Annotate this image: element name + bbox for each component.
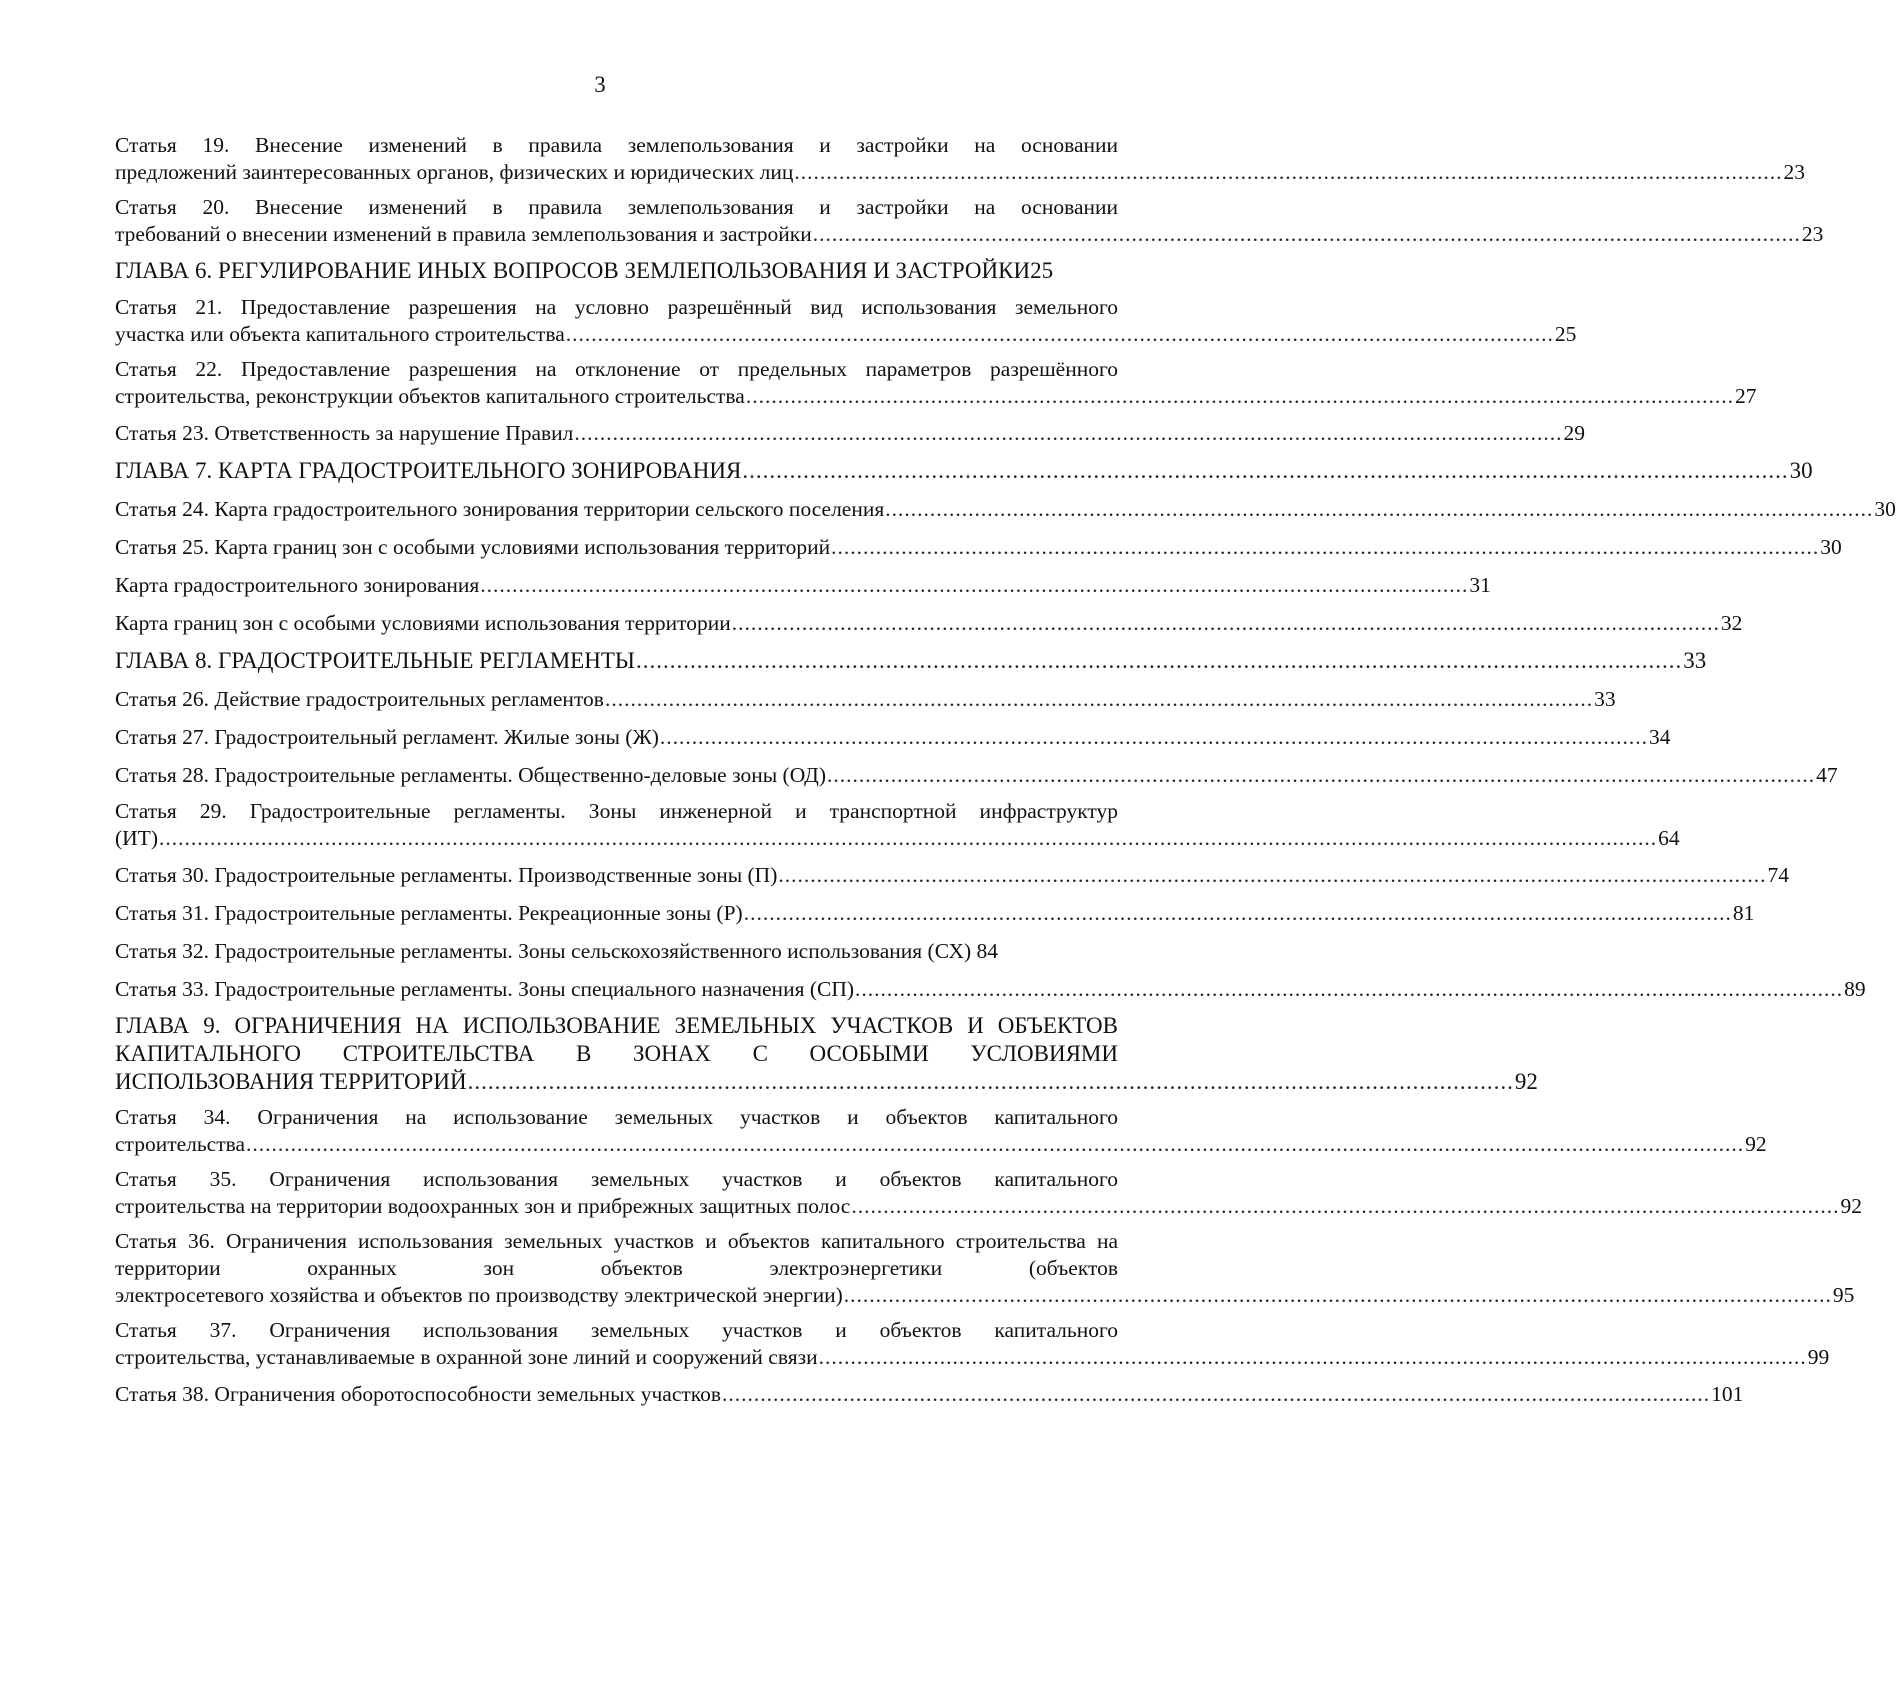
leader-dots: ........................................................................................................................................................................................................................................... <box>246 1132 1745 1156</box>
toc-entry-text: ГЛАВА 6. РЕГУЛИРОВАНИЕ ИНЫХ ВОПРОСОВ ЗЕМЛЕПОЛЬЗОВАНИЯ И ЗАСТРОЙКИ <box>115 258 1031 283</box>
leader-dots: ........................................................................................................................................................... <box>742 458 1789 483</box>
toc-entry-text: Статья 25. Карта границ зон с особыми условиями использования территорий <box>115 535 831 559</box>
toc-entry-text: Статья 20. Внесение изменений в правила землепользования и застройки на основании <box>115 195 1118 219</box>
toc-entry-text: Статья 37. Ограничения использования земельных участков и объектов капитального <box>115 1318 1118 1342</box>
toc-entry-special-zones-map[interactable] <box>115 608 1743 638</box>
leader-dots: ........................................................................................................................................................... <box>574 421 1563 445</box>
toc-page-number: 25 <box>1030 258 1054 283</box>
toc-entry-article-22[interactable] <box>115 356 1757 410</box>
toc-entry-article-28[interactable] <box>115 760 1838 790</box>
leader-dots: ........................................................................................................................................................... <box>659 725 1649 749</box>
toc-entry-article-36[interactable] <box>115 1228 1855 1309</box>
toc-entry-article-29[interactable] <box>115 798 1680 852</box>
toc-page-number: 27 <box>1734 384 1757 408</box>
leader-dots: ........................................................................................................................................................... <box>831 535 1820 559</box>
toc-entry-text: ГЛАВА 9. ОГРАНИЧЕНИЯ НА ИСПОЛЬЗОВАНИЕ ЗЕМЕЛЬНЫХ УЧАСТКОВ И ОБЪЕКТОВ КАПИТАЛЬНОГО СТРОИТЕЛЬСТВА В ЗОНАХ С ОСОБЫМИ УСЛОВИЯМИ <box>115 1013 1118 1066</box>
toc-entry-text: Статья 30. Градостроительные регламенты. Производственные зоны (П) <box>115 863 778 887</box>
toc-entry-text: строительства, устанавливаемые в охранной зоне линий и сооружений связи <box>115 1345 818 1369</box>
toc-entry-text: Статья 22. Предоставление разрешения на отклонение от предельных параметров разрешённого <box>115 357 1118 381</box>
leader-dots: ........................................................................................................................................................... <box>745 384 1734 408</box>
toc-entry-text: ИСПОЛЬЗОВАНИЯ ТЕРРИТОРИЙ <box>115 1069 467 1094</box>
toc-page-number: 23 <box>1783 160 1805 184</box>
toc-entry-text: Статья 35. Ограничения использования земельных участков и объектов капитального <box>115 1167 1118 1191</box>
leader-dots: ........................................................................................................................................................... <box>855 977 1844 1001</box>
leader-dots: ........................................................................................................................................................... <box>885 497 1874 521</box>
toc-entry-article-27[interactable] <box>115 722 1671 752</box>
toc-page-number: 99 <box>1807 1345 1830 1369</box>
toc-entry-text: Статья 29. Градостроительные регламенты. Зоны инженерной и транспортной инфраструктур <box>115 799 1118 823</box>
leader-dots: ........................................................................................................................................................... <box>778 863 1767 887</box>
page-number: 3 <box>594 72 606 97</box>
leader-dots: ........................................................................................................................................................... <box>467 1069 1514 1094</box>
toc-page-number: 95 <box>1832 1283 1855 1307</box>
toc-page-number: 89 <box>1844 977 1866 1001</box>
toc-entry-text: Статья 27. Градостроительный регламент. Жилые зоны (Ж) <box>115 725 659 749</box>
toc-entry-article-34[interactable] <box>115 1104 1767 1158</box>
toc-entry-text: Карта границ зон с особыми условиями использования территории <box>115 611 731 635</box>
toc-entry-text: (ИТ) <box>115 826 158 850</box>
leader-dots: ........................................................................................................................................................... <box>794 160 1783 184</box>
toc-entry-text: Статья 21. Предоставление разрешения на условно разрешённый вид использования земельного <box>115 295 1118 319</box>
toc-entry-text: Статья 38. Ограничения оборотоспособности земельных участков <box>115 1382 722 1406</box>
toc-page-number: 64 <box>1658 826 1680 850</box>
toc-entry-text: Статья 34. Ограничения на использование земельных участков и объектов капитального <box>115 1105 1118 1129</box>
toc-page-number: 32 <box>1720 611 1743 635</box>
leader-dots: ........................................................................................................................................................... <box>843 1283 1832 1307</box>
toc-entry-article-23[interactable] <box>115 418 1586 448</box>
toc-entry-article-32[interactable] <box>115 936 1118 966</box>
toc-entry-text: ГЛАВА 8. ГРАДОСТРОИТЕЛЬНЫЕ РЕГЛАМЕНТЫ <box>115 648 635 673</box>
toc-entry-text: Статья 32. Градостроительные регламенты. Зоны сельскохозяйственного использования (СХ) <box>115 939 972 963</box>
toc-page-number: 25 <box>1554 322 1577 346</box>
toc-entry-chapter-8[interactable] <box>115 646 1707 676</box>
toc-entry-article-37[interactable] <box>115 1317 1830 1371</box>
toc-entry-text: Статья 33. Градостроительные регламенты. Зоны специального назначения (СП) <box>115 977 855 1001</box>
toc-entry-article-26[interactable] <box>115 684 1616 714</box>
leader-dots: ........................................................................................................................................................... <box>722 1382 1711 1406</box>
toc-entry-article-25[interactable] <box>115 532 1842 562</box>
toc-entry-text: Статья 23. Ответственность за нарушение Правил <box>115 421 574 445</box>
toc-page-number: 92 <box>1745 1132 1767 1156</box>
toc-entry-zoning-map[interactable] <box>115 570 1491 600</box>
toc-entry-text: Статья 24. Карта градостроительного зонирования территории сельского поселения <box>115 497 885 521</box>
toc-page-number: 74 <box>1767 863 1789 887</box>
toc-page-number: 101 <box>1711 1382 1744 1406</box>
leader-dots: ........................................................................................................................................................... <box>826 763 1816 787</box>
toc-page-number: 33 <box>1683 648 1707 673</box>
leader-dots: ........................................................................................................................................................... <box>635 648 1683 673</box>
toc-entry-text: Карта градостроительного зонирования <box>115 573 480 597</box>
leader-dots: ........................................................................................................................................................... <box>731 611 1720 635</box>
toc-page-number: 29 <box>1563 421 1586 445</box>
toc-entry-article-21[interactable] <box>115 294 1577 348</box>
toc-entry-text: Статья 26. Действие градостроительных регламентов <box>115 687 604 711</box>
toc-page-number: 34 <box>1649 725 1671 749</box>
toc-entry-chapter-6[interactable] <box>115 256 1118 286</box>
toc-page-number: 92 <box>1840 1194 1862 1218</box>
toc-entry-text: Статья 31. Градостроительные регламенты. Рекреационные зоны (Р) <box>115 901 743 925</box>
leader-dots: ........................................................................................................................................................... <box>812 222 1801 246</box>
toc-entry-text: ГЛАВА 7. КАРТА ГРАДОСТРОИТЕЛЬНОГО ЗОНИРОВАНИЯ <box>115 458 742 483</box>
toc-entry-text: Статья 19. Внесение изменений в правила землепользования и застройки на основании <box>115 133 1118 157</box>
toc-page-number: 30 <box>1874 497 1896 521</box>
toc-page-number: 30 <box>1820 535 1842 559</box>
leader-dots: ........................................................................................................................................................... <box>851 1194 1840 1218</box>
toc-entry-text: предложений заинтересованных органов, физических и юридических лиц <box>115 160 794 184</box>
toc-page-number: 92 <box>1514 1069 1538 1094</box>
leader-dots: ........................................................................................................................................................................................................................................... <box>158 826 1658 850</box>
toc-entry-text: Статья 28. Градостроительные регламенты. Общественно-деловые зоны (ОД) <box>115 763 826 787</box>
toc-page-number: 81 <box>1732 901 1755 925</box>
toc-entry-article-19[interactable] <box>115 132 1805 186</box>
toc-entry-article-24[interactable] <box>115 494 1896 524</box>
leader-dots: ........................................................................................................................................................... <box>565 322 1554 346</box>
toc-entry-article-35[interactable] <box>115 1166 1862 1220</box>
toc-entry-text: строительства на территории водоохранных зон и прибрежных защитных полос <box>115 1194 851 1218</box>
toc-entry-text: строительства, реконструкции объектов капитального строительства <box>115 384 745 408</box>
leader-dots: ........................................................................................................................................................... <box>604 687 1594 711</box>
leader-dots: ........................................................................................................................................................... <box>480 573 1469 597</box>
toc-entry-chapter-9[interactable] <box>115 1012 1538 1096</box>
toc-entry-text: требований о внесении изменений в правила землепользования и застройки <box>115 222 812 246</box>
toc-entry-text: строительства <box>115 1132 246 1156</box>
toc-entry-text: электросетевого хозяйства и объектов по производству электрической энергии) <box>115 1283 843 1307</box>
toc-entry-article-30[interactable] <box>115 860 1789 890</box>
toc-page-number: 23 <box>1801 222 1824 246</box>
toc-page-number: 30 <box>1789 458 1813 483</box>
toc-entry-article-33[interactable] <box>115 974 1866 1004</box>
toc-page-number: 84 <box>976 939 999 963</box>
toc-entry-chapter-7[interactable] <box>115 456 1813 486</box>
toc-entry-article-20[interactable] <box>115 194 1824 248</box>
table-of-contents <box>115 132 1896 1417</box>
toc-page-number: 33 <box>1594 687 1616 711</box>
toc-entry-article-31[interactable] <box>115 898 1755 928</box>
toc-page-number: 47 <box>1816 763 1838 787</box>
toc-entry-text: участка или объекта капитального строительства <box>115 322 565 346</box>
toc-entry-article-38[interactable] <box>115 1379 1744 1409</box>
toc-entry-text: Статья 36. Ограничения использования земельных участков и объектов капитального строительства на территории охранных зон объектов электроэнергетики (объектов <box>115 1229 1118 1280</box>
leader-dots: ........................................................................................................................................................... <box>818 1345 1807 1369</box>
leader-dots: ........................................................................................................................................................... <box>743 901 1732 925</box>
toc-page-number: 31 <box>1469 573 1491 597</box>
